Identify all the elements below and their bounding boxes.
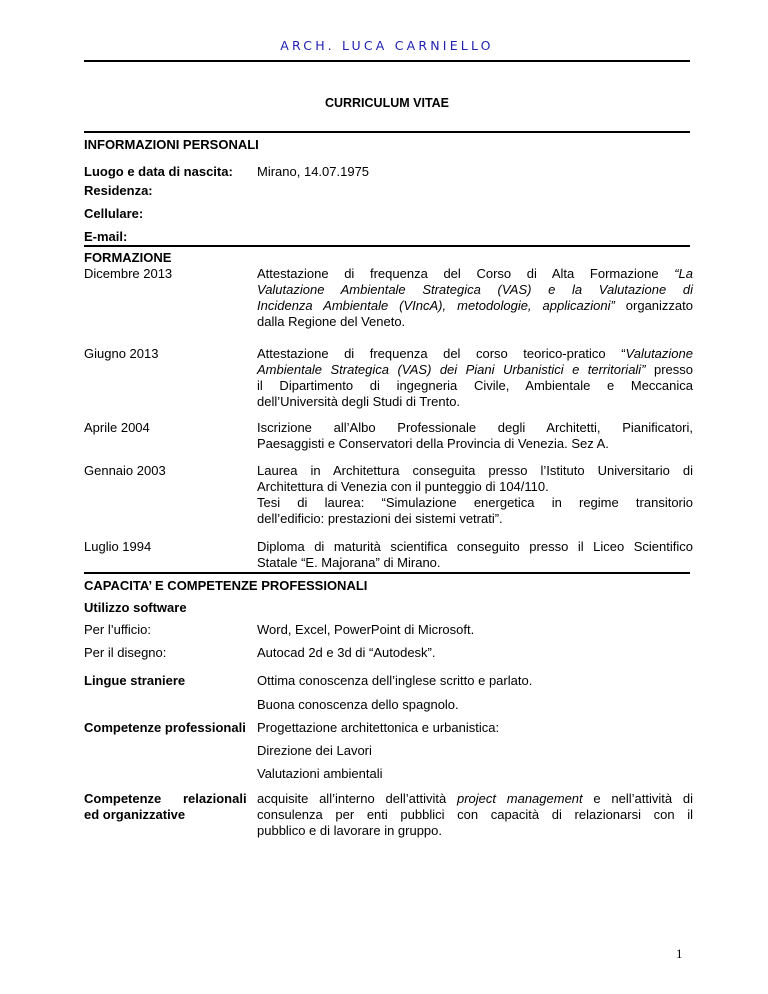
education-date: Aprile 2004	[84, 420, 150, 435]
relational-label: relazionali	[183, 791, 247, 806]
document-header: ARCH. LUCA CARNIELLO	[280, 38, 494, 53]
education-date: Dicembre 2013	[84, 266, 173, 281]
professional-item: Progettazione architettonica e urbanistica:	[257, 720, 500, 735]
languages-label: Lingue straniere	[84, 673, 186, 688]
skills-heading: CAPACITA’ E COMPETENZE PROFESSIONALI	[84, 578, 368, 593]
relational-label: Competenze	[84, 791, 162, 806]
professional-item: Direzione dei Lavori	[257, 743, 372, 758]
birth-value: Mirano, 14.07.1975	[257, 164, 370, 179]
education-date: Luglio 1994	[84, 539, 152, 554]
education-description: Iscrizione all’Albo Professionale degli Architetti, Pianificatori, Paesaggisti e Conservatori della Provincia di Venezia. Sez A.	[257, 420, 693, 451]
education-description: Laurea in Architettura conseguita presso l’Istituto Universitario di Architettura di Venezia con il punteggio di 104/110. Tesi di laurea: “Simulazione energetica in regime transitorio dell’edificio: prestazioni dei sistemi vetrati”.	[257, 463, 693, 526]
phone-label: Cellulare:	[84, 206, 144, 221]
office-value: Word, Excel, PowerPoint di Microsoft.	[257, 622, 475, 637]
relational-description: acquisite all’interno dell’attività project management e nell’attività di consulenza per enti pubblici con capacità di relazionarsi con il pubblico e di lavorare in gruppo.	[257, 791, 693, 838]
education-date: Gennaio 2003	[84, 463, 166, 478]
section-rule	[84, 245, 690, 247]
software-heading: Utilizzo software	[84, 600, 187, 615]
language-item: Ottima conoscenza dell’inglese scritto e parlato.	[257, 673, 533, 688]
education-description: Attestazione di frequenza del corso teorico-pratico “Valutazione Ambientale Strategica (VAS) dei Piani Urbanistici e territoriali” presso il Dipartimento di ingegneria Civile, Ambientale e Meccanica dell’Università degli Studi di Trento.	[257, 346, 693, 409]
page-number: 1	[676, 946, 683, 961]
education-date: Giugno 2013	[84, 346, 159, 361]
professional-item: Valutazioni ambientali	[257, 766, 383, 781]
document-title: CURRICULUM VITAE	[324, 96, 450, 110]
section-rule	[84, 572, 690, 574]
personal-heading: INFORMAZIONI PERSONALI	[84, 137, 259, 152]
education-heading: FORMAZIONE	[84, 250, 172, 265]
header-rule	[84, 60, 690, 62]
drawing-label: Per il disegno:	[84, 645, 167, 660]
relational-label: ed organizzative	[84, 807, 186, 822]
education-description: Diploma di maturità scientifica conseguito presso il Liceo Scientifico Statale “E. Majorana” di Mirano.	[257, 539, 693, 570]
drawing-value: Autocad 2d e 3d di “Autodesk”.	[257, 645, 436, 660]
education-description: Attestazione di frequenza del Corso di Alta Formazione “La Valutazione Ambientale Strategica (VAS) e la Valutazione di Incidenza Ambientale (VIncA), metodologie, applicazioni” organizzato dalla Regione del Veneto.	[257, 266, 693, 329]
email-label: E-mail:	[84, 229, 128, 244]
birth-label: Luogo e data di nascita:	[84, 164, 233, 179]
section-rule	[84, 131, 690, 133]
residence-label: Residenza:	[84, 183, 153, 198]
office-label: Per l’ufficio:	[84, 622, 151, 637]
professional-label: Competenze professionali	[84, 720, 246, 735]
language-item: Buona conoscenza dello spagnolo.	[257, 697, 459, 712]
